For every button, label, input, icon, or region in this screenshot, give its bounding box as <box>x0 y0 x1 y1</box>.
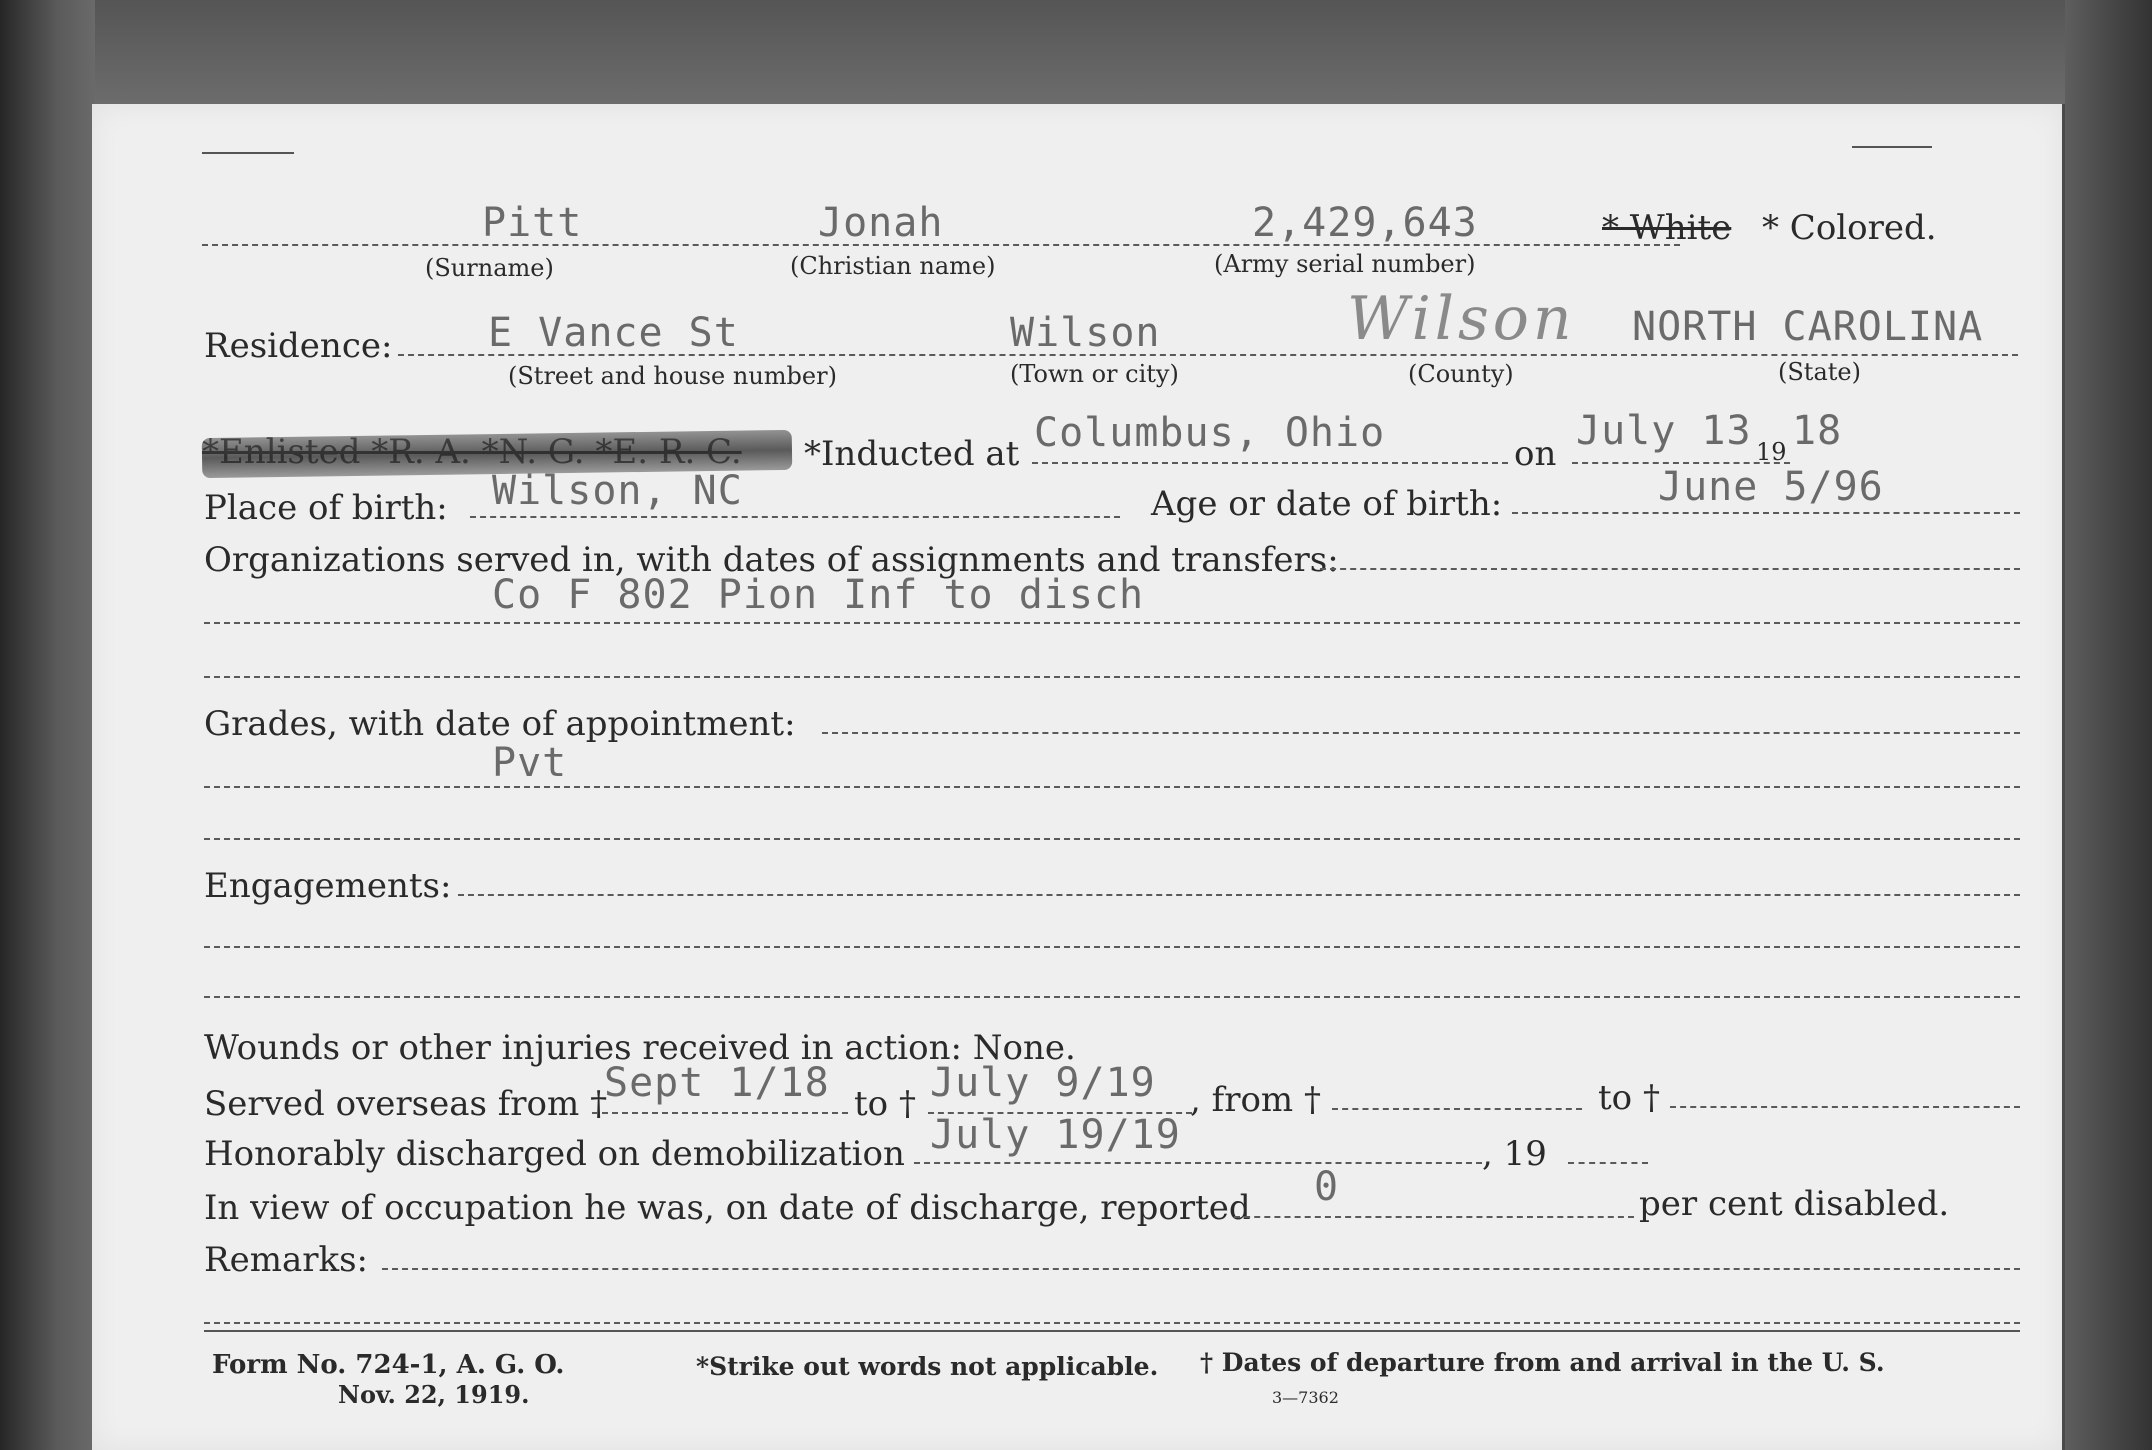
inducted-line <box>1032 462 1508 464</box>
scan-border-right <box>2065 0 2152 1450</box>
disability-line <box>1234 1216 1634 1218</box>
engagements-line-3 <box>204 996 2020 998</box>
organizations-line-3 <box>204 676 2020 678</box>
second-to-label: to † <box>1598 1078 1660 1118</box>
place-of-birth-value: Wilson, NC <box>492 468 743 514</box>
age-line <box>1512 512 2020 514</box>
second-to-line <box>1670 1106 2020 1108</box>
surname-value: Pitt <box>482 200 583 246</box>
birth-date-value: June 5/96 <box>1658 464 1884 510</box>
remarks-line-1 <box>382 1268 2020 1270</box>
age-label: Age or date of birth: <box>1151 484 1503 524</box>
white-label: * White <box>1602 208 1732 248</box>
corner-mark-right <box>1852 146 1932 148</box>
strike-note: *Strike out words not applicable. <box>696 1352 1159 1381</box>
residence-label: Residence: <box>204 326 393 366</box>
state-caption: (State) <box>1778 358 1861 386</box>
grades-value: Pvt <box>492 740 568 786</box>
on-label: on <box>1514 434 1557 474</box>
christian-name-value: Jonah <box>818 200 944 246</box>
remarks-label: Remarks: <box>204 1240 368 1280</box>
form-date: Nov. 22, 1919. <box>338 1380 530 1409</box>
town-caption: (Town or city) <box>1010 360 1179 388</box>
discharged-year-line <box>1568 1162 1648 1164</box>
state-value: NORTH CAROLINA <box>1632 304 1984 350</box>
overseas-from-line <box>592 1112 848 1114</box>
surname-caption: (Surname) <box>425 254 554 282</box>
discharged-year-label: , 19 <box>1482 1134 1547 1174</box>
organizations-line-1 <box>1320 568 2020 570</box>
county-handwritten-value: Wilson <box>1347 284 1576 354</box>
corner-mark-left <box>202 152 294 154</box>
remarks-line-2 <box>204 1322 2020 1324</box>
footer-rule <box>204 1330 2020 1332</box>
inducted-on-value: July 13 <box>1576 408 1752 454</box>
town-value: Wilson <box>1010 310 1161 356</box>
overseas-to-value: July 9/19 <box>930 1060 1156 1106</box>
place-of-birth-label: Place of birth: <box>204 488 448 528</box>
inducted-at-value: Columbus, Ohio <box>1034 410 1386 456</box>
print-code: 3—7362 <box>1272 1388 1339 1407</box>
form-number: Form No. 724-1, A. G. O. <box>212 1350 565 1380</box>
scan-border-top <box>95 0 2065 104</box>
grades-line-3 <box>204 838 2020 840</box>
serial-number-value: 2,429,643 <box>1252 200 1478 246</box>
place-of-birth-line <box>470 516 1120 518</box>
county-caption: (County) <box>1408 360 1514 388</box>
street-value: E Vance St <box>488 310 739 356</box>
dates-note: † Dates of departure from and arrival in the U. S. <box>1200 1348 1885 1377</box>
grades-label: Grades, with date of appointment: <box>204 704 796 744</box>
engagements-line-1 <box>458 894 2020 896</box>
engagements-label: Engagements: <box>204 866 452 906</box>
service-record-card <box>92 104 2062 1450</box>
disabled-label: per cent disabled. <box>1639 1184 1950 1224</box>
overseas-to-label: to † <box>854 1084 916 1124</box>
serial-caption: (Army serial number) <box>1214 250 1476 278</box>
second-from-line <box>1332 1108 1582 1110</box>
organizations-label: Organizations served in, with dates of assignments and transfers: <box>204 540 1339 580</box>
colored-label: * Colored. <box>1762 208 1937 248</box>
street-caption: (Street and house number) <box>508 362 837 390</box>
year-prefix-label: 19 <box>1756 438 1787 466</box>
organizations-value: Co F 802 Pion Inf to disch <box>492 572 1145 618</box>
scan-border-left <box>0 0 95 1450</box>
grades-line-1 <box>822 732 2020 734</box>
discharged-line <box>914 1162 1482 1164</box>
inducted-year-value: 18 <box>1792 408 1843 454</box>
discharged-label: Honorably discharged on demobilization <box>204 1134 905 1174</box>
engagements-line-2 <box>204 946 2020 948</box>
inducted-label: *Inducted at <box>804 434 1020 474</box>
percent-disabled-value: 0 <box>1314 1164 1340 1210</box>
christian-name-caption: (Christian name) <box>790 252 996 280</box>
overseas-from-value: Sept 1/18 <box>604 1060 830 1106</box>
overseas-label: Served overseas from † <box>204 1084 608 1124</box>
grades-line-2 <box>204 786 2020 788</box>
organizations-line-2 <box>204 622 2020 624</box>
wounds-label: Wounds or other injuries received in action: None. <box>204 1028 1076 1068</box>
second-from-label: , from † <box>1190 1080 1321 1120</box>
discharge-date-value: July 19/19 <box>930 1112 1181 1158</box>
disability-label: In view of occupation he was, on date of discharge, reported <box>204 1188 1251 1228</box>
